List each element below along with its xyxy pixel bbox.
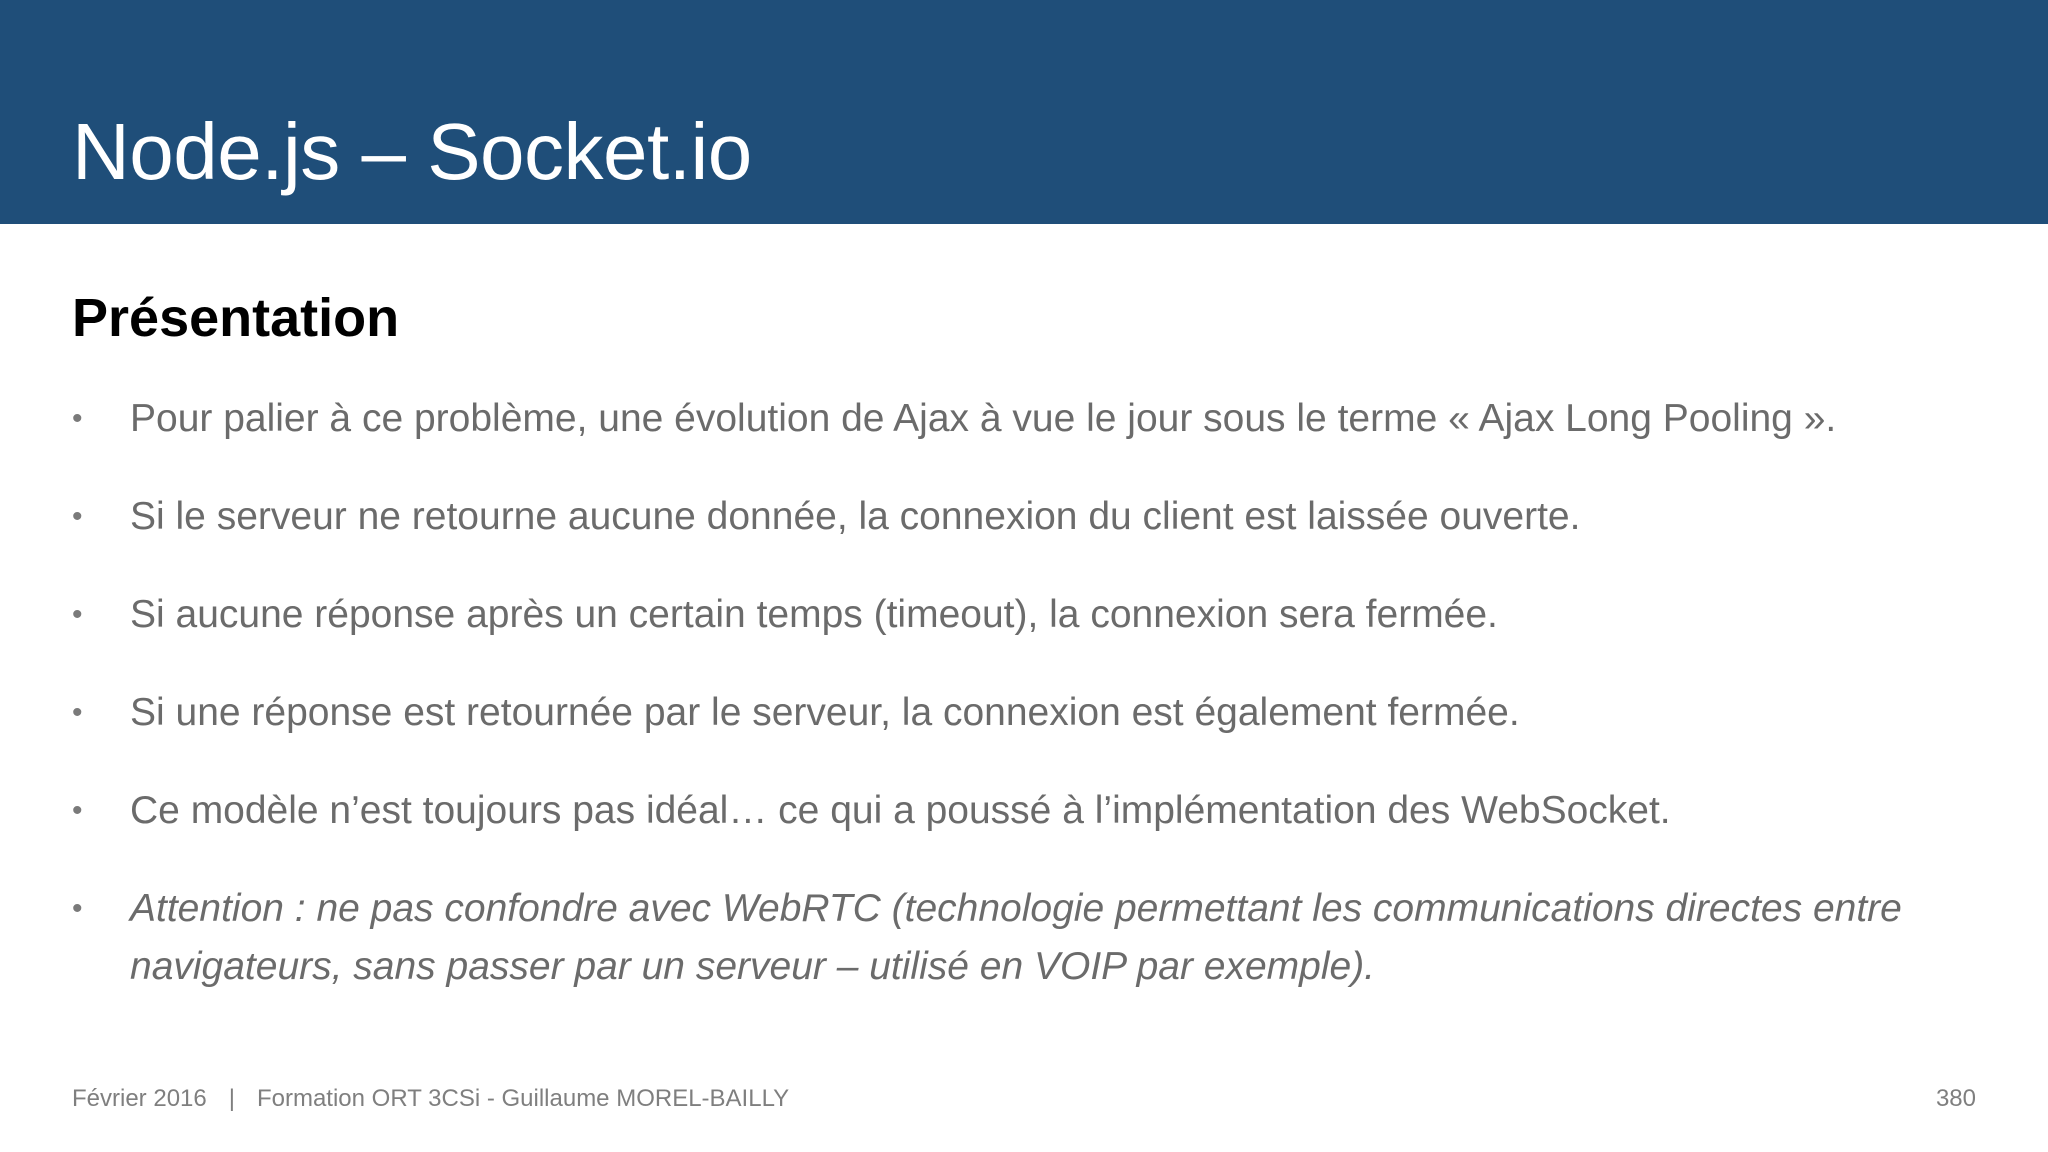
- bullet-dot-icon: •: [72, 696, 83, 729]
- bullet-text: Ce modèle n’est toujours pas idéal… ce qui a poussé à l’implémentation des WebSocket.: [130, 789, 1671, 832]
- footer-course: Formation ORT 3CSi - Guillaume MOREL-BAILLY: [256, 1085, 790, 1112]
- bullet-dot-icon: •: [72, 402, 83, 435]
- bullet-dot-icon: •: [72, 500, 83, 533]
- footer-date: Février 2016: [72, 1085, 207, 1112]
- bullet-item: [72, 684, 1972, 742]
- footer: [72, 1083, 789, 1115]
- page-number: 380: [1935, 1085, 1976, 1112]
- footer-separator: |: [228, 1085, 235, 1112]
- bullet-list: [72, 390, 1972, 1036]
- bullet-text: Pour palier à ce problème, une évolution de Ajax à vue le jour sous le terme « Ajax Long Pooling ».: [130, 397, 1837, 440]
- bullet-item: [72, 782, 1972, 840]
- bullet-text: Attention : ne pas confondre avec WebRTC (technologie permettant les communications directes entre navigateurs, sans passer par un serveur – utilisé en VOIP par exemple).: [130, 887, 1902, 988]
- bullet-item: [72, 488, 1972, 546]
- bullet-item: [72, 390, 1972, 448]
- bullet-item-attention: [72, 880, 1972, 996]
- bullet-dot-icon: •: [72, 598, 83, 631]
- bullet-text: Si aucune réponse après un certain temps (timeout), la connexion sera fermée.: [130, 593, 1498, 636]
- bullet-item: [72, 586, 1972, 644]
- slide-title: Node.js – Socket.io: [72, 107, 752, 196]
- title-band: [0, 0, 2048, 224]
- section-heading: Présentation: [72, 288, 400, 348]
- bullet-dot-icon: •: [72, 892, 83, 925]
- bullet-text: Si le serveur ne retourne aucune donnée, la connexion du client est laissée ouverte.: [130, 495, 1581, 538]
- bullet-text: Si une réponse est retournée par le serveur, la connexion est également fermée.: [130, 691, 1520, 734]
- bullet-dot-icon: •: [72, 794, 83, 827]
